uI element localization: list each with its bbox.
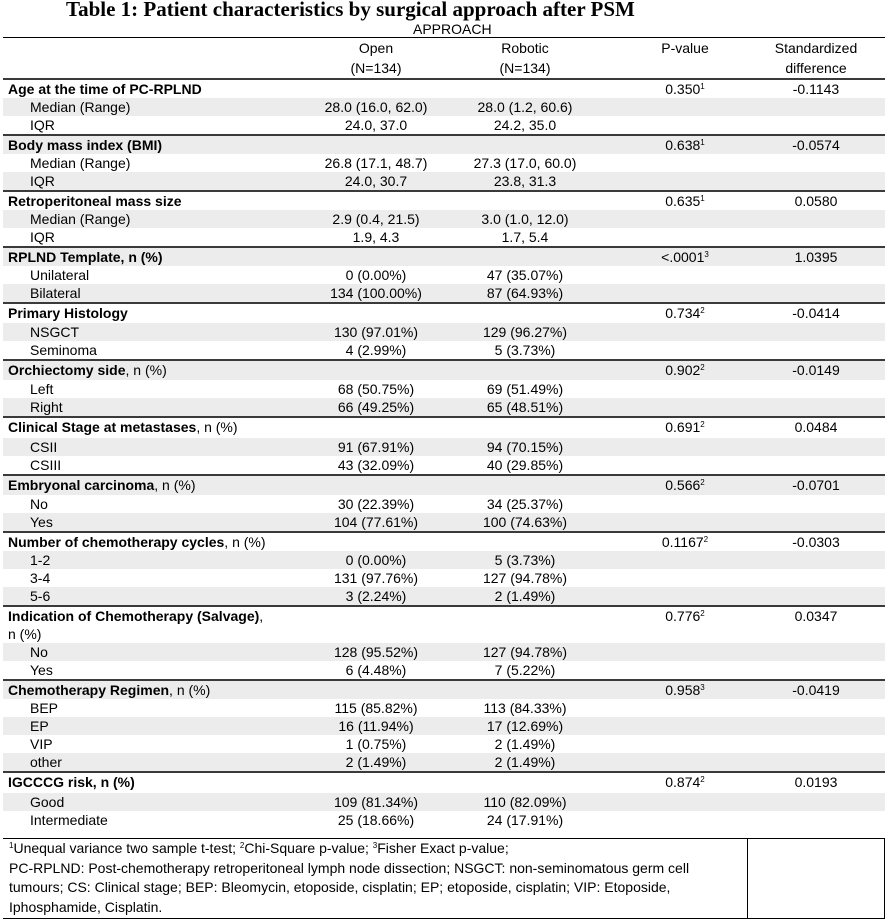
- std-diff-cell: 0.0347: [794, 608, 838, 624]
- std-diff-cell: 0.0580: [794, 193, 838, 209]
- std-diff-cell: -0.0303: [792, 534, 840, 550]
- section-label: [8, 136, 162, 154]
- col-header-std-diff: Standardized difference: [774, 40, 858, 76]
- robotic-value: 87 (64.93%): [486, 285, 564, 301]
- p-value-test-marker: 2: [700, 775, 705, 784]
- open-value: 26.8 (17.1, 48.7): [324, 155, 428, 171]
- p-value-cell: [625, 681, 745, 699]
- section-header-row: [3, 302, 885, 323]
- p-value: 0.635: [665, 193, 701, 209]
- row-label: Median (Range): [30, 99, 131, 115]
- section-header-row: [3, 771, 885, 793]
- p-value-test-marker: 1: [700, 138, 705, 147]
- robotic-value: 1.7, 5.4: [501, 229, 549, 245]
- row-label: other: [30, 754, 62, 770]
- table-row: [3, 699, 885, 717]
- p-value: 0.350: [665, 81, 701, 97]
- table-row: [3, 284, 885, 302]
- p-value: <.0001: [661, 249, 705, 265]
- table-row: [3, 228, 885, 246]
- section-label-bold: Chemotherapy Regimen: [8, 682, 170, 698]
- table-row: [3, 116, 885, 134]
- open-value: 25 (18.66%): [337, 812, 415, 828]
- std-diff-cell: -0.0419: [792, 682, 840, 698]
- std-diff-cell: -0.0149: [792, 362, 840, 378]
- robotic-value: 65 (48.51%): [486, 399, 564, 415]
- robotic-value: 129 (96.27%): [482, 324, 568, 340]
- open-value: 6 (4.48%): [345, 662, 407, 678]
- row-label: Seminoma: [30, 342, 97, 358]
- row-label: EP: [30, 718, 49, 734]
- std-diff-cell: -0.0574: [792, 137, 840, 153]
- row-label: 1-2: [30, 552, 51, 568]
- row-label: Right: [30, 399, 63, 415]
- section-label: [8, 361, 167, 379]
- section-label: [8, 418, 238, 436]
- robotic-value: 127 (94.78%): [482, 570, 568, 586]
- row-label: IQR: [30, 117, 55, 133]
- p-value: 0.874: [665, 774, 701, 790]
- robotic-value: 100 (74.63%): [482, 514, 568, 530]
- footnote-text: $^1$Unequal variance two sample t-test; $^2$Chi-Square p-value; $^3$Fisher Exact p-value; PC-RPLND: Post-chemotherapy retroperitoneal lymph node dissection; NSGCT: non-seminomatous germ cell tumours; CS: Clinical stage; BEP: Bleomycin, etoposide, cisplatin; EP; etoposide, cisplatin; VIP: Etoposide, Iphosphamide, Cisplatin.: [9, 840, 690, 915]
- section-label-bold: RPLND Template, n (%): [8, 249, 163, 265]
- section-header-row: [3, 190, 885, 210]
- open-value: 4 (2.99%): [345, 342, 407, 358]
- table-row: [3, 717, 885, 735]
- section-header-row: [3, 78, 885, 98]
- p-value-cell: [625, 361, 745, 379]
- section-label-bold: Orchiectomy side: [8, 362, 126, 378]
- row-label: IQR: [30, 173, 55, 189]
- row-label: Intermediate: [30, 812, 108, 828]
- section-label-bold: Age at the time of PC-RPLND: [8, 81, 202, 97]
- p-value: 0.566: [665, 477, 701, 493]
- table-row: [3, 456, 885, 474]
- col-header-pvalue: P-value: [661, 40, 709, 56]
- section-header-row: [3, 605, 885, 643]
- p-value-test-marker: 1: [700, 82, 705, 91]
- table-row: [3, 172, 885, 190]
- open-value: 30 (22.39%): [337, 496, 415, 512]
- row-label: CSIII: [30, 457, 62, 473]
- footnote-right-border: [884, 839, 885, 918]
- table-row: [3, 323, 885, 341]
- robotic-value: 7 (5.22%): [494, 662, 556, 678]
- table-footnote: [3, 838, 885, 919]
- table-row: [3, 98, 885, 116]
- open-value: 16 (11.94%): [338, 718, 414, 734]
- section-header-row: [3, 416, 885, 438]
- section-header-row: [3, 359, 885, 380]
- row-label: BEP: [30, 700, 59, 716]
- open-value: 130 (97.01%): [333, 324, 419, 340]
- p-value-cell: [625, 418, 745, 436]
- row-label: Yes: [30, 514, 53, 530]
- row-label: Unilateral: [30, 267, 90, 283]
- table-row: [3, 735, 885, 753]
- robotic-value: 24 (17.91%): [486, 812, 564, 828]
- robotic-value: 2 (1.49%): [494, 754, 556, 770]
- table-row: [3, 551, 885, 569]
- p-value-cell: [625, 607, 745, 625]
- p-value: 0.691: [665, 419, 701, 435]
- table-title: Table 1: Patient characteristics by surgical approach after PSM: [66, 0, 635, 21]
- p-value-cell: [625, 136, 745, 154]
- table-row: [3, 154, 885, 172]
- section-header-row: [3, 474, 885, 495]
- open-value: 43 (32.09%): [337, 457, 415, 473]
- robotic-value: 2 (1.49%): [494, 736, 556, 752]
- p-value-cell: [625, 476, 745, 494]
- section-label: [8, 192, 182, 210]
- section-label-suffix: , n (%): [125, 362, 167, 378]
- section-header-row: [3, 679, 885, 699]
- row-label: Bilateral: [30, 285, 81, 301]
- open-value: 68 (50.75%): [337, 381, 415, 397]
- open-value: 1 (0.75%): [345, 736, 407, 752]
- section-label: [8, 304, 128, 322]
- row-label: Median (Range): [30, 155, 131, 171]
- section-header-row: [3, 134, 885, 154]
- row-label: Left: [30, 381, 54, 397]
- table-row: [3, 587, 885, 605]
- section-label: [8, 248, 163, 266]
- table-row: [3, 753, 885, 771]
- robotic-value: 5 (3.73%): [494, 342, 556, 358]
- robotic-value: 34 (25.37%): [486, 496, 564, 512]
- p-value-cell: [625, 304, 745, 322]
- open-value: 24.0, 30.7: [344, 173, 408, 189]
- open-value: 28.0 (16.0, 62.0): [324, 99, 428, 115]
- robotic-value: 28.0 (1.2, 60.6): [477, 99, 573, 115]
- section-label-bold: Clinical Stage at metastases: [8, 419, 197, 435]
- open-value: 3 (2.24%): [345, 588, 407, 604]
- table-row: [3, 661, 885, 679]
- std-diff-cell: -0.1143: [792, 81, 840, 97]
- open-value: 2.9 (0.4, 21.5): [332, 211, 420, 227]
- open-value: 1.9, 4.3: [352, 229, 400, 245]
- open-value: 66 (49.25%): [337, 399, 415, 415]
- table-row: [3, 266, 885, 284]
- p-value: 0.734: [665, 305, 701, 321]
- p-value-test-marker: 1: [700, 194, 705, 203]
- section-label: [8, 607, 263, 643]
- table-body: [3, 78, 885, 829]
- p-value: 0.776: [665, 608, 701, 624]
- row-label: No: [30, 644, 48, 660]
- table-row: [3, 793, 885, 811]
- row-label: NSGCT: [30, 324, 79, 340]
- row-label: 3-4: [30, 570, 51, 586]
- section-label: [8, 533, 266, 551]
- table-row: [3, 380, 885, 398]
- p-value-cell: [625, 533, 745, 551]
- row-label: VIP: [30, 736, 53, 752]
- p-value-test-marker: 2: [703, 535, 709, 544]
- open-value: 109 (81.34%): [333, 794, 419, 810]
- section-label: [8, 80, 202, 98]
- section-label-suffix: , n (%): [169, 682, 211, 698]
- open-value: 2 (1.49%): [345, 754, 407, 770]
- section-label-bold: IGCCCG risk, n (%): [8, 774, 135, 790]
- robotic-value: 23.8, 31.3: [493, 173, 557, 189]
- robotic-value: 5 (3.73%): [494, 552, 556, 568]
- std-diff-cell: 0.0193: [794, 774, 838, 790]
- open-value: 0 (0.00%): [345, 552, 407, 568]
- std-diff-cell: -0.0414: [792, 305, 840, 321]
- patient-characteristics-table: [3, 38, 885, 829]
- robotic-value: 40 (29.85%): [486, 457, 564, 473]
- p-value-cell: [625, 248, 745, 266]
- table-row: [3, 210, 885, 228]
- p-value-cell: [625, 773, 745, 791]
- p-value-test-marker: 2: [700, 306, 705, 315]
- section-label-line2: n (%): [8, 626, 42, 642]
- table-row: [3, 495, 885, 513]
- p-value-test-marker: 2: [700, 478, 705, 487]
- section-label-bold: Number of chemotherapy cycles: [8, 534, 225, 550]
- std-diff-cell: 1.0395: [794, 249, 838, 265]
- section-label-suffix: , n (%): [224, 534, 266, 550]
- open-value: 0 (0.00%): [345, 267, 407, 283]
- robotic-value: 3.0 (1.0, 12.0): [481, 211, 569, 227]
- p-value: 0.902: [665, 362, 701, 378]
- open-value: 128 (95.52%): [333, 644, 419, 660]
- open-value: 115 (85.82%): [334, 700, 418, 716]
- section-label-bold: Body mass index (BMI): [8, 137, 163, 153]
- section-header-row: [3, 246, 885, 266]
- std-diff-cell: -0.0701: [792, 477, 840, 493]
- col-header-open: Open (N=134): [350, 40, 402, 76]
- p-value-cell: [625, 80, 745, 98]
- p-value-test-marker: 2: [700, 363, 705, 372]
- p-value: 0.958: [665, 682, 701, 698]
- table-row: [3, 438, 885, 456]
- p-value: 0.1167: [661, 534, 704, 550]
- table-row: [3, 643, 885, 661]
- section-label-bold: Primary Histology: [8, 305, 128, 321]
- open-value: 131 (97.76%): [333, 570, 419, 586]
- column-header-row: [3, 38, 885, 78]
- p-value: 0.638: [665, 137, 701, 153]
- p-value-cell: [625, 192, 745, 210]
- table-row: [3, 398, 885, 416]
- row-label: 5-6: [30, 588, 51, 604]
- table-row: [3, 513, 885, 531]
- table-row: [3, 341, 885, 359]
- section-header-row: [3, 531, 885, 551]
- p-value-test-marker: 2: [700, 420, 705, 429]
- robotic-value: 47 (35.07%): [486, 267, 564, 283]
- row-label: Median (Range): [30, 211, 131, 227]
- section-label: [8, 681, 210, 699]
- robotic-value: 113 (84.33%): [483, 700, 567, 716]
- section-label: [8, 476, 196, 494]
- robotic-value: 17 (12.69%): [486, 718, 564, 734]
- table-row: [3, 811, 885, 829]
- p-value-test-marker: 3: [700, 683, 705, 692]
- robotic-value: 2 (1.49%): [494, 588, 556, 604]
- open-value: 91 (67.91%): [337, 439, 415, 455]
- robotic-value: 94 (70.15%): [486, 439, 564, 455]
- row-label: IQR: [30, 229, 55, 245]
- robotic-value: 127 (94.78%): [482, 644, 568, 660]
- open-value: 134 (100.00%): [330, 285, 422, 301]
- col-header-robotic: Robotic (N=134): [499, 40, 551, 76]
- p-value-test-marker: 2: [700, 609, 705, 618]
- robotic-value: 69 (51.49%): [486, 381, 564, 397]
- row-label: CSII: [30, 439, 58, 455]
- section-label-bold: Retroperitoneal mass size: [8, 193, 182, 209]
- section-label-bold: Embryonal carcinoma: [8, 477, 155, 493]
- table-row: [3, 569, 885, 587]
- row-label: No: [30, 496, 48, 512]
- robotic-value: 24.2, 35.0: [493, 117, 557, 133]
- section-label: [8, 773, 135, 791]
- approach-header: APPROACH: [413, 21, 492, 37]
- p-value-test-marker: 3: [704, 250, 709, 259]
- section-label-suffix: , n (%): [196, 419, 238, 435]
- footnote-divider: [747, 839, 748, 918]
- section-label-suffix: , n (%): [154, 477, 196, 493]
- section-label-suffix: ,: [259, 608, 264, 624]
- robotic-value: 27.3 (17.0, 60.0): [473, 155, 577, 171]
- section-label-bold: Indication of Chemotherapy (Salvage): [8, 608, 260, 624]
- row-label: Good: [30, 794, 65, 810]
- open-value: 104 (77.61%): [333, 514, 419, 530]
- row-label: Yes: [30, 662, 53, 678]
- std-diff-cell: 0.0484: [794, 419, 838, 435]
- robotic-value: 110 (82.09%): [483, 794, 567, 810]
- open-value: 24.0, 37.0: [344, 117, 408, 133]
